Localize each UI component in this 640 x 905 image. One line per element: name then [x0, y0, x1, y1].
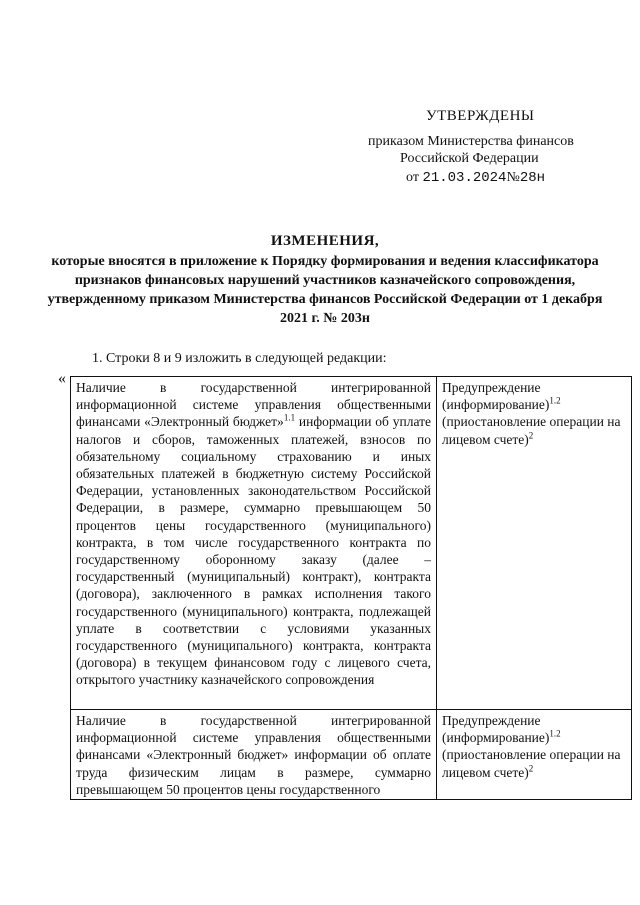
approval-date: 21.03.2024	[422, 170, 507, 186]
intro-paragraph: 1. Строки 8 и 9 изложить в следующей редакции:	[92, 351, 387, 366]
heading-subtitle: которые вносятся в приложение к Порядку формирования и ведения классификатора признаков финансовых нарушений участников казначейского сопровождения, утвержденному приказом Министерства финансов Российской Федерации от 1 декабря 2021 г. № 203н	[47, 254, 603, 326]
violations-table	[70, 376, 632, 800]
document-heading	[40, 232, 610, 328]
table-row	[71, 377, 632, 710]
violation-description-cell: Наличие в государственной интегрированной информационной системе управления общественными финансами «Электронный бюджет»$^{1.1}$ информации об уплате налогов и сборов, таможенных платежей, взносов по обязательному социальному страхованию и иных обязательных платежей в бюджетную систему Российской Федерации, установленных законодательством Российской Федерации, в размере, суммарно превышающем 50 процентов цены государственного (муниципального) контракта, в том числе государственного контракта по государственному оборонному заказу (далее – государственный (муниципальный) контракт), контракта (договора), заключенного в рамках исполнения такого государственного (муниципального) контракта, подлежащей уплате в соответствии с условиями указанных государственного (муниципального) контракта, контракта (договора) в текущем финансовом году с лицевого счета, открытого участнику казначейского сопровождения	[71, 377, 437, 710]
date-prefix: от	[406, 170, 419, 185]
table-row	[71, 710, 632, 800]
approval-title: УТВЕРЖДЕНЫ	[426, 108, 535, 124]
footnote-ref: 2	[528, 763, 534, 774]
footnote-ref: 1.1	[283, 412, 296, 423]
footnote-ref: 1.2	[549, 395, 561, 406]
footnote-ref: 2	[528, 430, 534, 441]
measure-cell: Предупреждение (информирование)$^{1.2}$ (приостановление операции на лицевом счете)$^2$	[437, 377, 632, 710]
footnote-ref: 1.2	[549, 728, 561, 739]
approval-number: 28н	[519, 170, 546, 186]
approval-order-line: приказом Министерства финансов	[368, 134, 574, 149]
measure-cell: Предупреждение (информирование)$^{1.2}$ (приостановление операции на лицевом счете)$^2$	[437, 710, 632, 800]
heading-title: ИЗМЕНЕНИЯ,	[270, 233, 380, 249]
opening-quote-mark: «	[58, 370, 66, 387]
violation-description-cell: Наличие в государственной интегрированной информационной системе управления общественными финансами «Электронный бюджет» информации об оплате труда физическим лицам в размере, суммарно превышающем 50 процентов цены государственного	[71, 710, 437, 800]
approval-ministry-line: Российской Федерации	[400, 151, 539, 166]
approval-date-line	[406, 170, 545, 186]
number-sign: №	[506, 170, 520, 185]
